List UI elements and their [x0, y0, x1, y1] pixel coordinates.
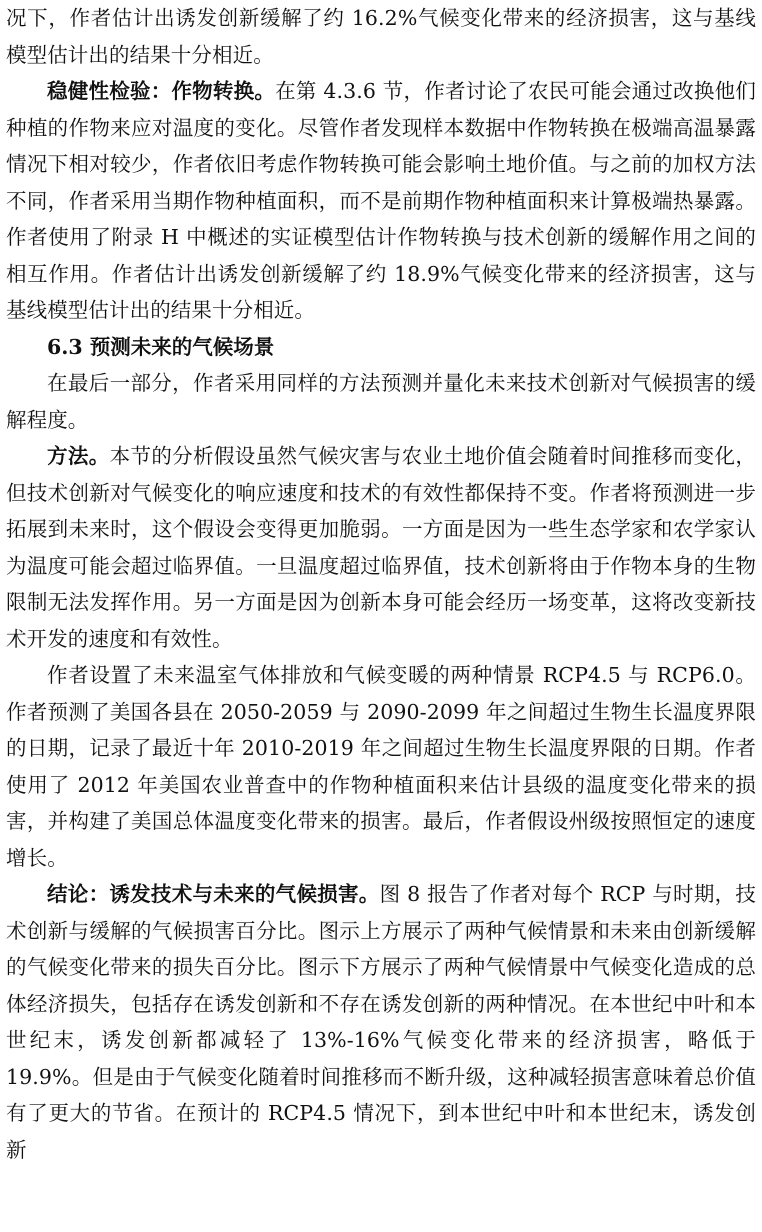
paragraph-body: 在第 4.3.6 节，作者讨论了农民可能会通过改换他们种植的作物来应对温度的变化。尽管作者发现样本数据中作物转换在极端高温暴露情况下相对较少，作者依旧考虑作物转换可能会影响土地价值。与之前的加权方法不同，作者采用当期作物种植面积，而不是前期作物种植面积来计算极端热暴露。作者使用了附录 H 中概述的实证模型估计作物转换与技术创新的缓解作用之间的相互作用。作者估计出诱发创新缓解了约 18.9%气候变化带来的经济损害，这与基线模型估计出的结果十分相近。 — [6, 79, 756, 322]
paragraph-body: 图 8 报告了作者对每个 RCP 与时期，技术创新与缓解的气候损害百分比。图示上方展示了两种气候情景和未来由创新缓解的气候变化带来的损失百分比。图示下方展示了两种气候情景中气候变化造成的总体经济损失，包括存在诱发创新和不存在诱发创新的两种情况。在本世纪中叶和本世纪末，诱发创新都减轻了 13%-16%气候变化带来的经济损害，略低于 19.9%。但是由于气候变化随着时间推移而不断升级，这种减轻损害意味着总价值有了更大的节省。在预计的 RCP4.5 情况下，到本世纪中叶和本世纪末，诱发创新 — [6, 882, 756, 1162]
paragraph-intro: 在最后一部分，作者采用同样的方法预测并量化未来技术创新对气候损害的缓解程度。 — [6, 371, 756, 432]
paragraph-method — [6, 438, 756, 657]
paragraph-lead-title: 结论：诱发技术与未来的气候损害。 — [47, 882, 380, 906]
document-page — [6, 0, 756, 1168]
paragraph-body: 本节的分析假设虽然气候灾害与农业土地价值会随着时间推移而变化，但技术创新对气候变化的响应速度和技术的有效性都保持不变。作者将预测进一步拓展到未来时，这个假设会变得更加脆弱。一方面是因为一些生态学家和农学家认为温度可能会超过临界值。一旦温度超过临界值，技术创新将由于作物本身的生物限制无法发挥作用。另一方面是因为创新本身可能会经历一场变革，这将改变新技术开发的速度和有效性。 — [6, 444, 756, 651]
section-heading: 6.3 预测未来的气候场景 — [47, 334, 275, 359]
paragraph-conclusion — [6, 876, 756, 1168]
paragraph-lead-title: 稳健性检验：作物转换。 — [47, 79, 276, 103]
paragraph-robustness-crop-switching — [6, 73, 756, 329]
paragraph-continuation: 况下，作者估计出诱发创新缓解了约 16.2%气候变化带来的经济损害，这与基线模型估计出的结果十分相近。 — [6, 6, 756, 67]
paragraph-lead-title: 方法。 — [47, 444, 110, 468]
paragraph-scenarios: 作者设置了未来温室气体排放和气候变暖的两种情景 RCP4.5 与 RCP6.0。作者预测了美国各县在 2050-2059 与 2090-2099 年之间超过生物生长温度界限的日期，记录了最近十年 2010-2019 年之间超过生物生长温度界限的日期。作者使用了 2012 年美国农业普查中的作物种植面积来估计县级的温度变化带来的损害，并构建了美国总体温度变化带来的损害。最后，作者假设州级按照恒定的速度增长。 — [6, 663, 756, 870]
